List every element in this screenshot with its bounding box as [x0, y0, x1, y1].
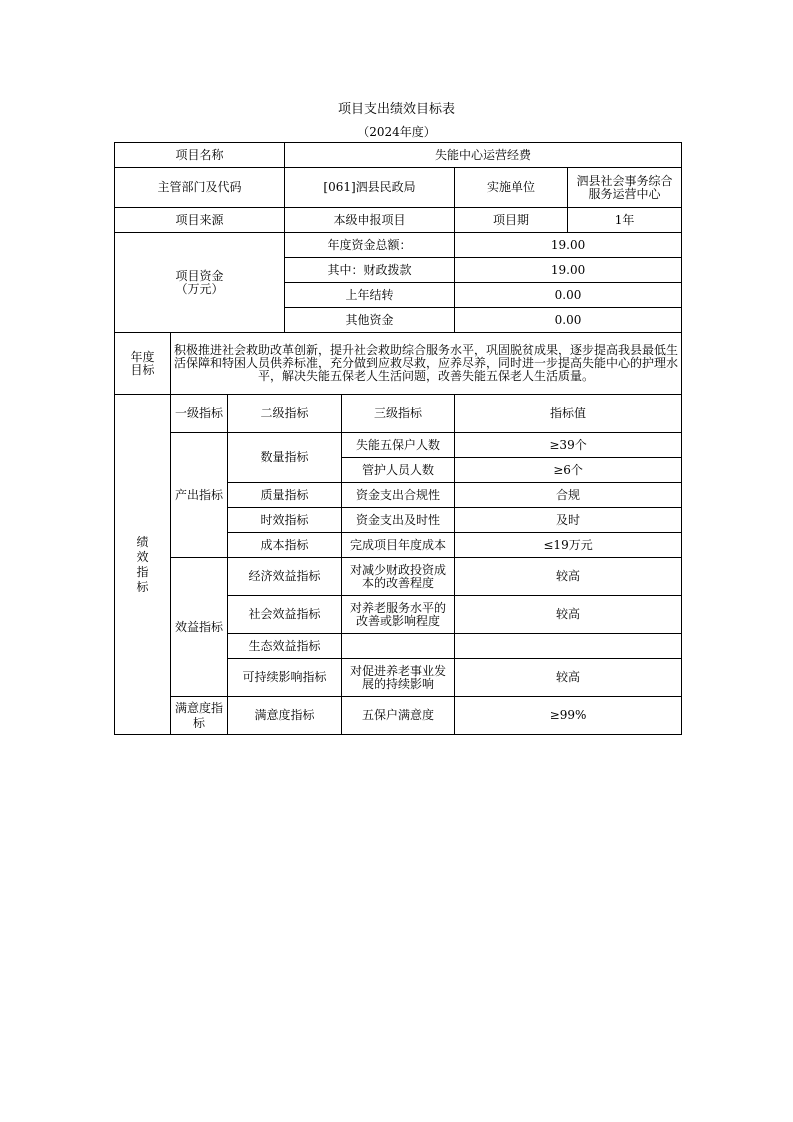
funds-total-label: 年度资金总额：	[285, 233, 455, 258]
header-level1: 一级指标	[171, 395, 228, 433]
project-name-value: 失能中心运营经费	[285, 143, 682, 168]
funds-fiscal-label: 其中：财政拨款	[285, 258, 455, 283]
quantity-item-1-value: ≥39个	[455, 433, 682, 458]
quantity-label: 数量指标	[228, 433, 342, 483]
source-value: 本级申报项目	[285, 208, 455, 233]
eco-label: 生态效益指标	[228, 634, 342, 659]
time-value: 及时	[455, 508, 682, 533]
quality-value: 合规	[455, 483, 682, 508]
eco-value	[455, 634, 682, 659]
benefit-label: 效益指标	[171, 558, 228, 697]
quantity-item-2-name: 管护人员人数	[342, 458, 455, 483]
output-label: 产出指标	[171, 433, 228, 558]
cost-name: 完成项目年度成本	[342, 533, 455, 558]
economic-label: 经济效益指标	[228, 558, 342, 596]
header-value: 指标值	[455, 395, 682, 433]
time-name: 资金支出及时性	[342, 508, 455, 533]
funds-carryover-label: 上年结转	[285, 283, 455, 308]
indicators-side-label	[115, 395, 171, 735]
header-level3: 三级指标	[342, 395, 455, 433]
quantity-item-2-value: ≥6个	[455, 458, 682, 483]
project-name-label: 项目名称	[115, 143, 285, 168]
annual-goal-text: 积极推进社会救助改革创新，提升社会救助综合服务水平，巩固脱贫成果，逐步提高我县最低生活保障和特困人员供养标准，充分做到应救尽救，应养尽养，同时进一步提高失能中心的护理水平，解决失能五保老人生活问题，改善失能五保老人生活质量。	[171, 333, 682, 395]
period-label: 项目期	[455, 208, 568, 233]
economic-name: 对减少财政投资成本的改善程度	[342, 558, 455, 596]
quality-label: 质量指标	[228, 483, 342, 508]
header-level2: 二级指标	[228, 395, 342, 433]
row-satisfaction	[115, 697, 682, 735]
economic-value: 较高	[455, 558, 682, 596]
social-value: 较高	[455, 596, 682, 634]
dept-value: [061]泗县民政局	[285, 168, 455, 208]
source-label: 项目来源	[115, 208, 285, 233]
funds-label	[115, 233, 285, 333]
annual-goal-label-line1: 年度	[130, 349, 155, 364]
satisfaction-name: 五保户满意度	[342, 697, 455, 735]
funds-carryover-value: 0.00	[455, 283, 682, 308]
quality-name: 资金支出合规性	[342, 483, 455, 508]
social-name: 对养老服务水平的改善或影响程度	[342, 596, 455, 634]
row-department	[115, 168, 682, 208]
indicators-side-text: 绩效指标	[136, 534, 149, 594]
sustain-label: 可持续影响指标	[228, 659, 342, 697]
row-project-name	[115, 143, 682, 168]
satisfaction-sub-label: 满意度指标	[228, 697, 342, 735]
row-funds-total	[115, 233, 682, 258]
time-label: 时效指标	[228, 508, 342, 533]
social-label: 社会效益指标	[228, 596, 342, 634]
funds-label-line2: （万元）	[175, 281, 224, 296]
row-benefit-economic	[115, 558, 682, 596]
row-output-quantity-1	[115, 433, 682, 458]
period-value: 1年	[568, 208, 682, 233]
sustain-name: 对促进养老事业发展的持续影响	[342, 659, 455, 697]
row-source	[115, 208, 682, 233]
funds-fiscal-value: 19.00	[455, 258, 682, 283]
satisfaction-label: 满意度指标	[171, 697, 228, 735]
funds-total-value: 19.00	[455, 233, 682, 258]
page-year: （2024年度）	[357, 125, 436, 139]
satisfaction-value: ≥99%	[455, 697, 682, 735]
performance-table	[114, 142, 682, 735]
impl-unit-label: 实施单位	[455, 168, 568, 208]
dept-label: 主管部门及代码	[115, 168, 285, 208]
cost-label: 成本指标	[228, 533, 342, 558]
cost-value: ≤19万元	[455, 533, 682, 558]
sustain-value: 较高	[455, 659, 682, 697]
page-title: 项目支出绩效目标表	[337, 102, 455, 117]
funds-other-value: 0.00	[455, 308, 682, 333]
row-indicator-header	[115, 395, 682, 433]
quantity-item-1-name: 失能五保户人数	[342, 433, 455, 458]
annual-goal-label-line2: 目标	[130, 362, 155, 377]
annual-goal-label	[115, 333, 171, 395]
funds-label-line1: 项目资金	[175, 268, 224, 283]
impl-unit-value: 泗县社会事务综合服务运营中心	[568, 168, 682, 208]
eco-name	[342, 634, 455, 659]
row-annual-goal	[115, 333, 682, 395]
funds-other-label: 其他资金	[285, 308, 455, 333]
